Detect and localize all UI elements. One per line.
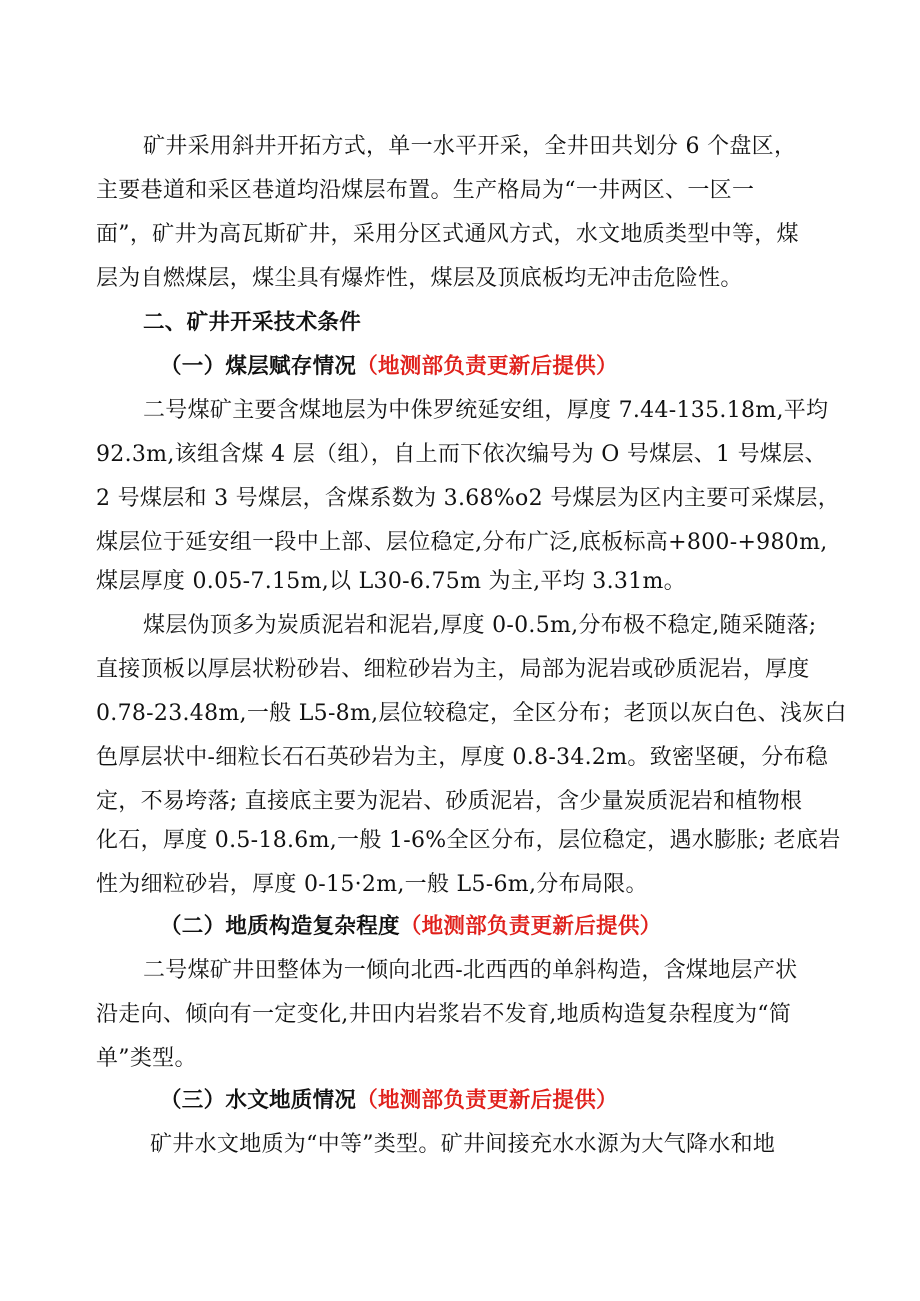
para-line: 0.78-23.48m,一般 L5-8m,层位较稳定，全区分布；老顶以灰白色、浅灰白 bbox=[96, 701, 847, 726]
intro-line: 面”，矿井为高瓦斯矿井，采用分区式通风方式，水文地质类型中等，煤 bbox=[96, 222, 799, 247]
para-line: 煤层位于延安组一段中上部、层位稳定,分布广泛,底板标高+800-+980m, bbox=[96, 530, 828, 555]
editor-note: （地测部负责更新后提供） bbox=[356, 354, 618, 379]
subsection-heading bbox=[160, 1087, 618, 1115]
para-line: 沿走向、倾向有一定变化,井田内岩浆岩不发育,地质构造复杂程度为“简 bbox=[96, 1002, 792, 1027]
para-line: 二号煤矿主要含煤地层为中侏罗统延安组，厚度 7.44-135.18m,平均 bbox=[143, 398, 829, 423]
para-line: 二号煤矿井田整体为一倾向北西-北西西的单斜构造，含煤地层产状 bbox=[143, 958, 798, 983]
para-line: 直接顶板以厚层状粉砂岩、细粒砂岩为主，局部为泥岩或砂质泥岩，厚度 bbox=[96, 657, 810, 682]
para-line: 煤层伪顶多为炭质泥岩和泥岩,厚度 0-0.5m,分布极不稳定,随采随落; bbox=[143, 613, 817, 638]
intro-line: 层为自燃煤层，煤尘具有爆炸性，煤层及顶底板均无冲击危险性。 bbox=[96, 266, 743, 291]
para-line: 煤层厚度 0.05-7.15m,以 L30-6.75m 为主,平均 3.31m。 bbox=[96, 569, 686, 594]
para-line: 矿井水文地质为“中等”类型。矿井间接充水水源为大气降水和地 bbox=[150, 1132, 776, 1157]
para-line: 92.3m,该组含煤 4 层（组），自上而下依次编号为 O 号煤层、1 号煤层、 bbox=[96, 442, 827, 467]
subsection-title: （三）水文地质情况 bbox=[160, 1088, 357, 1113]
subsection-heading bbox=[160, 913, 661, 941]
para-line: 2 号煤层和 3 号煤层，含煤系数为 3.68%o2 号煤层为区内主要可采煤层， bbox=[96, 486, 841, 511]
subsection-title: （二）地质构造复杂程度 bbox=[160, 914, 400, 939]
subsection-heading bbox=[160, 353, 618, 381]
para-line: 性为细粒砂岩，厚度 0-15·2m,一般 L5-6m,分布局限。 bbox=[96, 872, 648, 897]
intro-line: 矿井采用斜井开拓方式，单一水平开采，全井田共划分 6 个盘区， bbox=[143, 134, 797, 159]
intro-line: 主要巷道和采区巷道均沿煤层布置。生产格局为“一井两区、一区一 bbox=[96, 178, 755, 203]
section-heading: 二、矿井开采技术条件 bbox=[143, 310, 362, 335]
para-line: 色厚层状中-细粒长石石英砂岩为主，厚度 0.8-34.2m。致密坚硬，分布稳 bbox=[96, 745, 829, 770]
subsection-title: （一）煤层赋存情况 bbox=[160, 354, 357, 379]
para-line: 化石，厚度 0.5-18.6m,一般 1-6%全区分布，层位稳定，遇水膨胀; 老底岩 bbox=[96, 828, 841, 853]
para-line: 单”类型。 bbox=[96, 1046, 197, 1071]
para-line: 定，不易垮落; 直接底主要为泥岩、砂质泥岩，含少量炭质泥岩和植物根 bbox=[96, 789, 803, 814]
editor-note: （地测部负责更新后提供） bbox=[399, 914, 662, 939]
editor-note: （地测部负责更新后提供） bbox=[356, 1088, 618, 1113]
